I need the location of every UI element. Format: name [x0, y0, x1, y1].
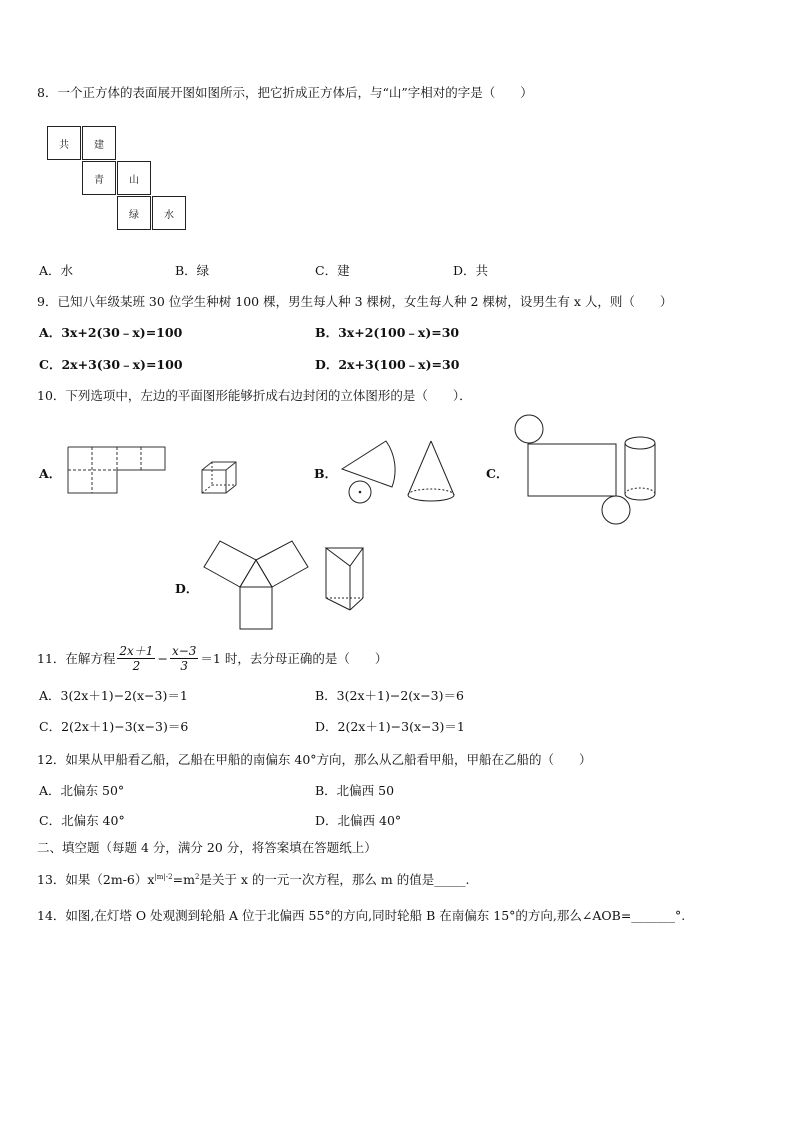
q11-fraction-1 — [117, 644, 155, 673]
prism-net-figure — [204, 541, 308, 629]
section-heading: 二、填空题（每题 4 分，满分 20 分，将答案填在答题纸上） — [37, 840, 377, 855]
net-cell: 水 — [152, 196, 186, 230]
cylinder-figure — [625, 437, 655, 500]
net-figure-a — [68, 447, 165, 493]
q11-prefix: 11．在解方程 — [37, 651, 116, 666]
q11-frac2-numerator: x−3 — [171, 643, 197, 658]
q11-frac1-numerator: 2x＋1 — [119, 643, 154, 658]
net-cell: 共 — [47, 126, 81, 160]
q13-part-a: 13．如果（2m-6）x — [37, 872, 155, 887]
q11-text — [37, 641, 387, 675]
q10-label-d: D． — [175, 581, 199, 596]
q12-text: 12．如果从甲船看乙船，乙船在甲船的南偏东 40°方向，那么从乙船看甲船，甲船在乙船的（ ） — [37, 752, 592, 767]
cylinder-net-figure — [515, 415, 630, 524]
q8-option-b: B．绿 — [175, 263, 210, 278]
q13-part-b: =m — [172, 872, 195, 887]
q9-option-a: A．3x+2(30﹣x)=100 — [39, 325, 183, 340]
q9-option-d: D．2x+3(100﹣x)=30 — [315, 357, 460, 372]
q13-exponent-2: 2 — [194, 872, 200, 881]
q10-label-c: C． — [486, 466, 509, 481]
prism-figure — [326, 548, 363, 610]
q12-option-b: B．北偏西 50 — [315, 783, 395, 798]
q10-label-a: A． — [39, 466, 62, 481]
q9-option-b: B．3x+2(100﹣x)=30 — [315, 325, 460, 340]
q11-option-a: A．3(2x＋1)−2(x−3)＝1 — [39, 688, 188, 703]
q12-option-a: A．北偏东 50° — [39, 783, 125, 798]
q14-text: 14．如图,在灯塔 O 处观测到轮船 A 位于北偏西 55°的方向,同时轮船 B 在南偏东 15°的方向,那么∠AOB=_______°. — [37, 908, 686, 923]
q11-minus: − — [157, 650, 168, 666]
net-cell: 绿 — [117, 196, 151, 230]
q9-option-c: C．2x+3(30﹣x)=100 — [39, 357, 183, 372]
q13-exponent: |m|-2 — [154, 872, 173, 881]
q11-fraction-2 — [170, 644, 198, 673]
q10-text: 10．下列选项中，左边的平面图形能够折成右边封闭的立体图形的是（ ）． — [37, 388, 472, 403]
q8-option-c: C．建 — [315, 263, 350, 278]
q11-frac2-denominator: 3 — [180, 658, 188, 673]
q11-option-c: C．2(2x＋1)−3(x−3)＝6 — [39, 719, 189, 734]
q8-text: 8．一个正方体的表面展开图如图所示，把它折成正方体后，与“山”字相对的字是（ ） — [37, 85, 533, 100]
q13-text — [37, 870, 469, 888]
sector-net-figure — [342, 441, 395, 503]
net-cell: 山 — [117, 161, 151, 195]
cube-figure — [202, 462, 236, 493]
q10-label-b: B． — [314, 466, 338, 481]
cone-figure — [408, 441, 454, 501]
q11-option-d: D．2(2x＋1)−3(x−3)＝1 — [315, 719, 465, 734]
net-cell: 建 — [82, 126, 116, 160]
q8-option-d: D．共 — [453, 263, 489, 278]
q11-suffix: ＝1 时，去分母正确的是（ ） — [200, 651, 388, 666]
q13-part-c: 是关于 x 的一元一次方程，那么 m 的值是_____. — [199, 872, 470, 887]
q9-text: 9．已知八年级某班 30 位学生种树 100 棵，男生每人种 3 棵树，女生每人种 2 棵树，设男生有 x 人，则（ ） — [37, 294, 673, 309]
q11-frac1-denominator: 2 — [132, 658, 141, 673]
net-cell: 青 — [82, 161, 116, 195]
q8-option-a: A．水 — [39, 263, 74, 278]
q12-option-c: C．北偏东 40° — [39, 813, 125, 828]
q12-option-d: D．北偏西 40° — [315, 813, 402, 828]
q11-option-b: B．3(2x＋1)−2(x−3)＝6 — [315, 688, 464, 703]
